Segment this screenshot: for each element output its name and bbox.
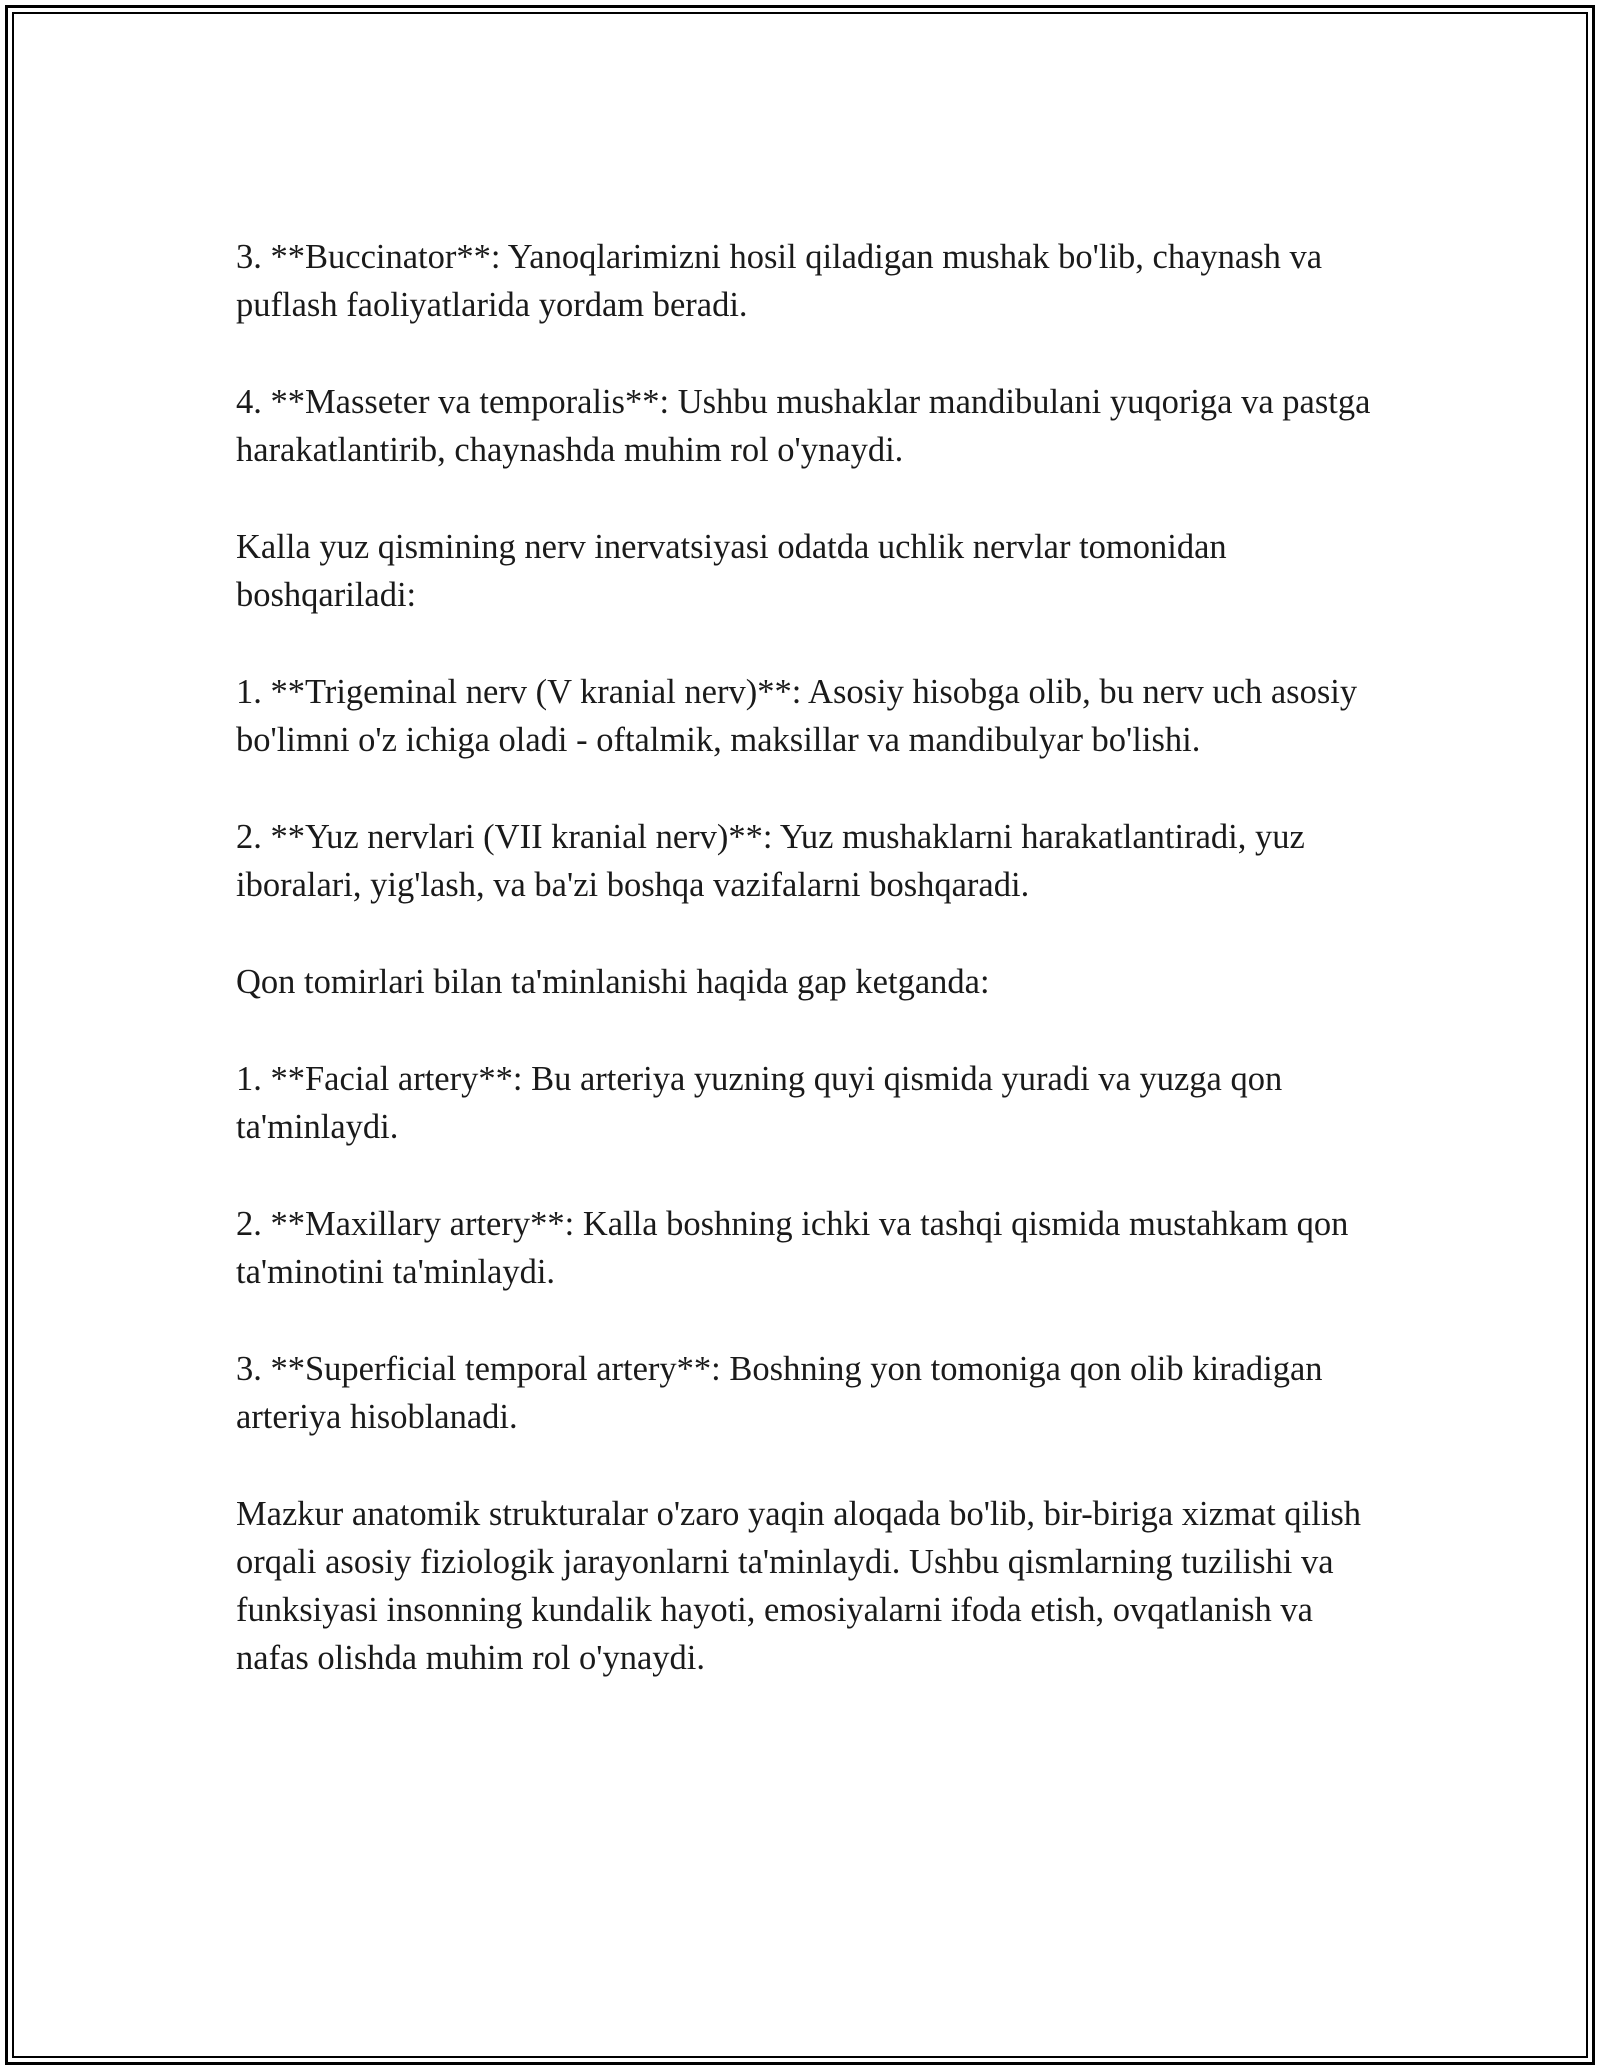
- paragraph-facial-artery: 1. **Facial artery**: Bu arteriya yuzning quyi qismida yuradi va yuzga qon ta'minlaydi.: [236, 1060, 1283, 1146]
- paragraph-buccinator: 3. **Buccinator**: Yanoqlarimizni hosil qiladigan mushak bo'lib, chaynash va puflash faoliyatlarida yordam beradi.: [236, 238, 1323, 324]
- paragraph-nerve-intro: Kalla yuz qismining nerv inervatsiyasi odatda uchlik nervlar tomonidan boshqariladi:: [236, 528, 1227, 614]
- document-body: [236, 233, 1386, 1731]
- paragraph-blood-supply-intro: Qon tomirlari bilan ta'minlanishi haqida gap ketganda:: [236, 963, 990, 1001]
- paragraph-conclusion: Mazkur anatomik strukturalar o'zaro yaqin aloqada bo'lib, bir-biriga xizmat qilish orqali asosiy fiziologik jarayonlarni ta'minlaydi. Ushbu qismlarning tuzilishi va funksiyasi insonning kundalik hayoti, emosiyalarni ifoda etish, ovqatlanish va nafas olishda muhim rol o'ynaydi.: [236, 1495, 1361, 1677]
- paragraph-trigeminal-nerve: 1. **Trigeminal nerv (V kranial nerv)**: Asosiy hisobga olib, bu nerv uch asosiy bo'limni o'z ichiga oladi - oftalmik, maksillar va mandibulyar bo'lishi.: [236, 673, 1358, 759]
- paragraph-maxillary-artery: 2. **Maxillary artery**: Kalla boshning ichki va tashqi qismida mustahkam qon ta'minotini ta'minlaydi.: [236, 1205, 1349, 1291]
- paragraph-masseter-temporalis: 4. **Masseter va temporalis**: Ushbu mushaklar mandibulani yuqoriga va pastga harakatlantirib, chaynashda muhim rol o'ynaydi.: [236, 383, 1371, 469]
- paragraph-superficial-temporal-artery: 3. **Superficial temporal artery**: Boshning yon tomoniga qon olib kiradigan arteriya hisoblanadi.: [236, 1350, 1323, 1436]
- paragraph-facial-nerve: 2. **Yuz nervlari (VII kranial nerv)**: Yuz mushaklarni harakatlantiradi, yuz iboralari, yig'lash, va ba'zi boshqa vazifalarni boshqaradi.: [236, 818, 1305, 904]
